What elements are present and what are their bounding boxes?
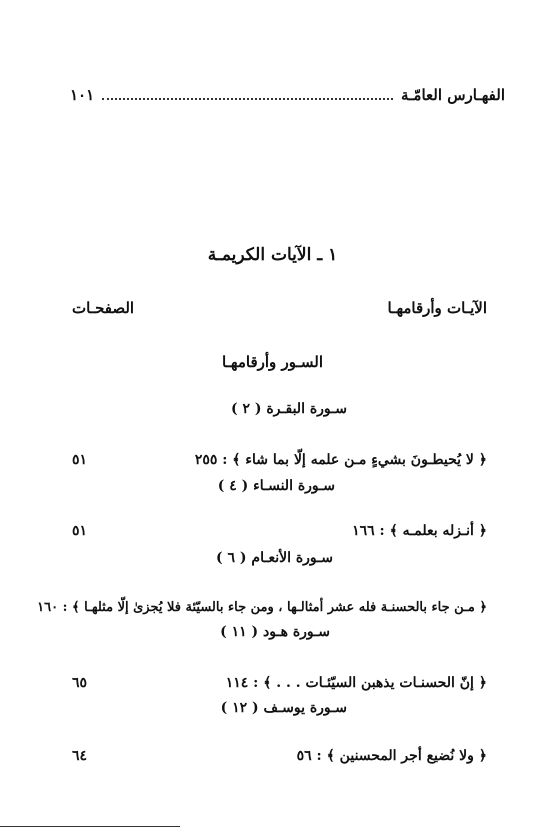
surah-heading: سـورة البقـرة ( ٢ ) (230, 401, 347, 417)
column-header-pages: الصفحـات (72, 299, 135, 317)
section-heading: ١ ـ الآيات الكريمـة (207, 245, 338, 265)
surah-heading: سـورة يوسـف ( ١٢ ) (220, 700, 347, 716)
toc-page-number: ١٠١ (70, 86, 95, 104)
verse-line: ﴿ إنّ الحسنـات يذهبن السيّئـات . . . ﴾ : ١١٤ (225, 675, 487, 691)
page-number: ٥١ (72, 523, 88, 539)
verse-line: ﴿ لا يُحيطـونَ بشيءٍ مـن علمه إلّا بما شاء ﴾ : ٢٥٥ (194, 452, 487, 468)
verse-line: ﴿ ولا نُضيع أجر المحسنين ﴾ : ٥٦ (296, 748, 487, 764)
surah-heading: سـورة هـود ( ١١ ) (220, 624, 330, 640)
surah-heading: سـورة النسـاء ( ٤ ) (217, 478, 335, 494)
page-number: ٦٤ (72, 748, 88, 764)
page-number: ٥١ (72, 452, 88, 468)
toc-title: الفهـارس العامّـة (401, 86, 505, 104)
toc-leader-dots (102, 84, 393, 100)
verse-line: ﴿ أنـزله بعلمـه ﴾ : ١٦٦ (352, 523, 487, 539)
verse-line: ﴿ مـن جاء بالحسنـة فله عشر أمثالـها ، ومن جاء بالسيّئة فلا يُجزىٰ إلّا مثلهـا ﴾ : ١٦٠ (37, 600, 487, 615)
sub-heading: السـور وأرقامهـا (221, 353, 324, 371)
toc-entry (70, 84, 505, 108)
column-header-verses: الآيـات وأرقامهـا (387, 299, 487, 317)
page-number: ٦٥ (72, 675, 88, 691)
surah-heading: سـورة الأنعـام ( ٦ ) (216, 550, 333, 566)
